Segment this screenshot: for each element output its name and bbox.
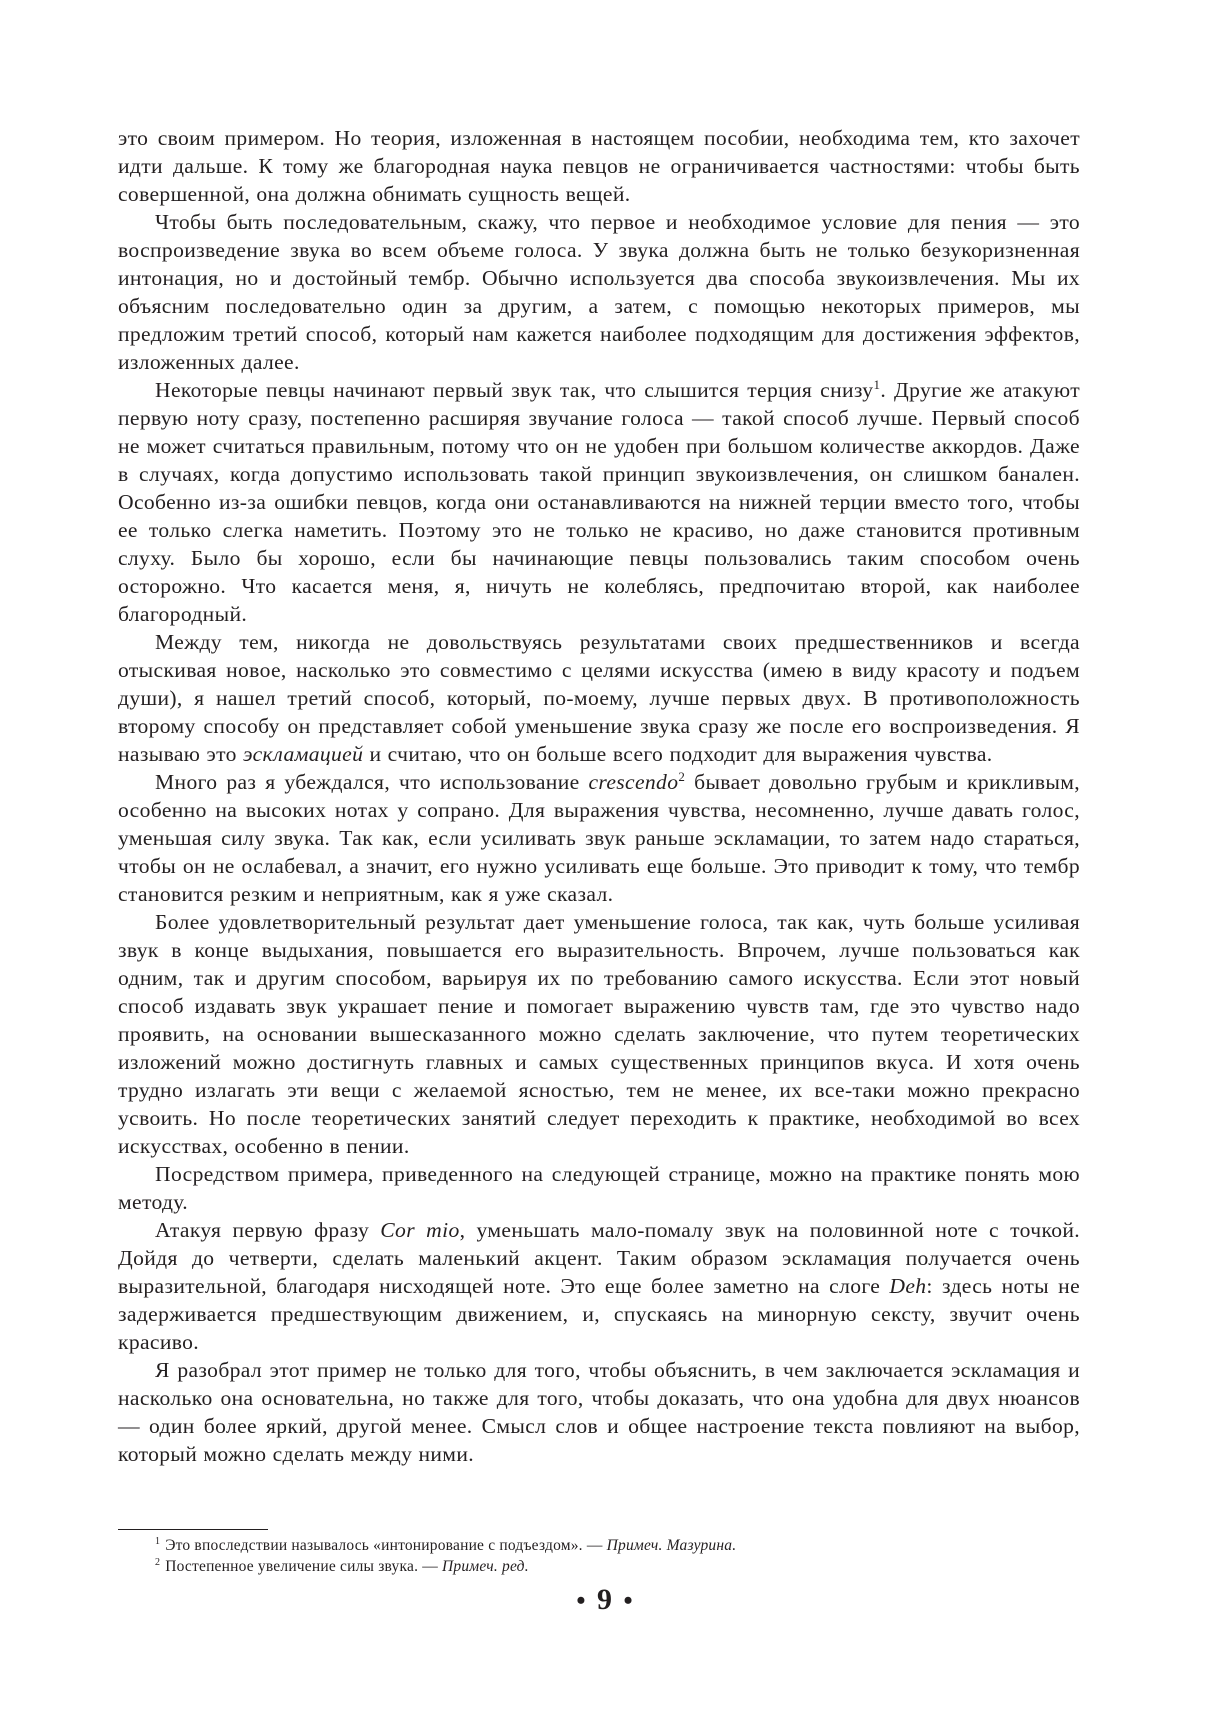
paragraph-4: Между тем, никогда не довольствуясь результатами своих предшественников и всегда отыскивая новое, насколько это совместимо с целями искусства (имею в виду красоту и подъем души), я нашел третий способ, который, по-моему, лучше первых двух. В противоположность второму способу он представляет собой уменьшение звука сразу же после его воспроизведения. Я называю это эскламацией и считаю, что он больше всего подходит для выражения чувства. [118,630,1080,766]
footnote-divider [118,1529,268,1530]
italic-term: Cor mio [380,1218,460,1242]
footnotes [118,1535,1080,1577]
paragraph-7: Посредством примера, приведенного на следующей странице, можно на практике понять мою методу. [118,1162,1080,1214]
paragraph-1: это своим примером. Но теория, изложенная в настоящем пособии, необходима тем, кто захочет идти дальше. К тому же благородная наука певцов не ограничивается частностями: чтобы быть совершенной, она должна обнимать сущность вещей. [118,126,1080,206]
paragraph-9: Я разобрал этот пример не только для того, чтобы объяснить, в чем заключается эскламация и насколько она основательна, но также для того, чтобы доказать, что она удобна для двух нюансов — один более яркий, другой менее. Смысл слов и общее настроение текста повлияют на выбор, который можно сделать между ними. [118,1358,1080,1466]
page-number: • 9 • [576,1583,635,1616]
footnote-2: $^2$ Постепенное увеличение силы звука. — Примеч. ред. [155,1556,529,1575]
main-text [118,124,1080,1468]
italic-term: эскламацией [243,742,364,766]
italic-term: Deh [889,1274,927,1298]
paragraph-2: Чтобы быть последовательным, скажу, что первое и необходимое условие для пения — это воспроизведение звука во всем объеме голоса. У звука должна быть не только безукоризненная интонация, но и достойный тембр. Обычно используется два способа звукоизвлечения. Мы их объясним последовательно один за другим, а затем, с помощью некоторых примеров, мы предложим третий способ, который нам кажется наиболее подходящим для достижения эффектов, изложенных далее. [118,210,1080,374]
paragraph-5: Много раз я убеждался, что использование crescendo$^2$ бывает довольно грубым и крикливым, особенно на высоких нотах у сопрано. Для выражения чувства, несомненно, лучше давать голос, уменьшая силу звука. Так как, если усиливать звук раньше эскламации, то затем надо стараться, чтобы он не ослабевал, а значит, его нужно усиливать еще больше. Это приводит к тому, что тембр становится резким и неприятным, как я уже сказал. [118,768,1080,906]
footnote-ref-1: 1 [873,376,881,392]
bullet-icon: • [576,1586,588,1615]
paragraph-6: Более удовлетворительный результат дает уменьшение голоса, так как, чуть больше усиливая звук в конце выдыхания, повышается его выразительность. Впрочем, лучше пользоваться как одним, так и другим способом, варьируя их по требованию самого искусства. Если этот новый способ издавать звук украшает пение и помогает выражению чувств там, где это чувство надо проявить, на основании вышесказанного можно сделать заключение, что путем теоретических изложений можно достигнуть главных и самых существенных принципов вкуса. И хотя очень трудно излагать эти вещи с желаемой ясностью, тем не менее, их все-таки можно прекрасно усвоить. Но после теоретических занятий следует переходить к практике, необходимой во всех искусствах, особенно в пении. [118,910,1080,1158]
paragraph-3: Некоторые певцы начинают первый звук так, что слышится терция снизу$^1$. Другие же атакуют первую ноту сразу, постепенно расширяя звучание голоса — такой способ лучше. Первый способ не может считаться правильным, потому что он не удобен при большом количестве аккордов. Даже в случаях, когда допустимо использовать такой принцип звукоизвлечения, он слишком банален. Особенно из-за ошибки певцов, когда они останавливаются на нижней терции вместо того, чтобы ее только слегка наметить. Поэтому это не только не красиво, но даже становится противным слуху. Было бы хорошо, если бы начинающие певцы пользовались таким способом очень осторожно. Что касается меня, я, ничуть не колеблясь, предпочитаю второй, как наиболее благородный. [118,376,1080,626]
bullet-icon: • [623,1586,635,1615]
paragraph-8: Атакуя первую фразу Cor mio, уменьшать мало-помалу звук на половинной ноте с точкой. Дойдя до четверти, сделать маленький акцент. Таким образом эскламация получается очень выразительной, благодаря нисходящей ноте. Это еще более заметно на слоге Deh: здесь ноты не задерживается предшествующим движением, и, спускаясь на минорную сексту, звучит очень красиво. [118,1218,1081,1354]
footnote-ref-2: 2 [678,768,686,784]
italic-term: crescendo [588,770,679,794]
footnote-1: $^1$ Это впоследствии называлось «интонирование с подъездом». — Примеч. Мазурина. [155,1535,737,1554]
